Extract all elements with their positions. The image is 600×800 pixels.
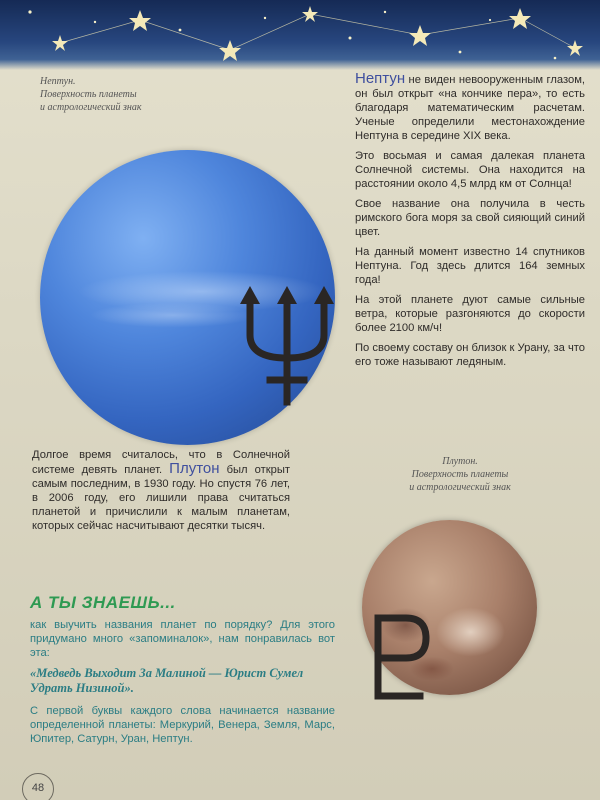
stars-decoration [0, 0, 600, 70]
paragraph-text: не виден невооруженным глазом, он был открыт «на кончике пера», то есть благодаря математическим расчетам. Ученые определили местонахождение Нептуна в середине XIX века. [355, 74, 585, 142]
neptune-caption [40, 75, 190, 114]
caption-line: Поверхность планеты [40, 89, 137, 100]
paragraph-text: Долгое время считалось, что в Солнечной системе девять планет. [32, 449, 290, 476]
caption-line: Плутон. [442, 456, 478, 467]
did-you-know-explanation: С первой буквы каждого слова начинается название определенной планеты: Меркурий, Венера, Земля, Марс, Юпитер, Сатурн, Уран, Нептун. [30, 705, 335, 745]
paragraph [32, 448, 290, 533]
starry-sky-banner [0, 0, 600, 70]
paragraph: На этой планете дуют самые сильные ветра, которые разгоняются до скорости более 2100 км/ч! [355, 294, 585, 334]
did-you-know-box [30, 593, 335, 752]
neptune-name: Нептун [355, 70, 406, 87]
neptune-description [355, 72, 585, 375]
star-icon [219, 40, 241, 61]
pluto-caption [390, 455, 530, 494]
caption-line: Поверхность планеты [411, 469, 509, 480]
caption-line: и астрологический знак [40, 102, 142, 113]
paragraph: Свое название она получила в честь римского бога моря за свой сияющий синий цвет. [355, 198, 585, 238]
did-you-know-question: как выучить названия планет по порядку? Для этого придумано много «запоминалок», нам понравилась вот эта: [30, 619, 335, 659]
caption-line: Нептун. [40, 76, 76, 87]
caption-line: и астрологический знак [409, 482, 511, 493]
did-you-know-title: А ТЫ ЗНАЕШЬ... [30, 593, 176, 612]
trident-icon [232, 280, 342, 410]
star-icon [409, 25, 431, 46]
pluto-description [32, 448, 290, 533]
page-number: 48 [22, 773, 54, 800]
pluto-name: Плутон [169, 460, 220, 477]
paragraph-text: был открыт самым последним, в 1930 году. Но спустя 76 лет, в 2006 году, его лишили права считаться планетой и причислили к малым планетам, которых сейчас насчитывают десятки тысяч. [32, 464, 290, 532]
pluto-pl-monogram-icon [368, 612, 438, 702]
paragraph: Это восьмая и самая далекая планета Солнечной системы. Она находится на расстоянии около 4,5 млрд км от Солнца! [355, 150, 585, 190]
star-icon [509, 8, 531, 29]
paragraph: На данный момент известно 14 спутников Нептуна. Год здесь длится 164 земных года! [355, 246, 585, 286]
paragraph [355, 72, 585, 143]
star-icon [129, 10, 151, 31]
paragraph: По своему составу он близок к Урану, за что его тоже называют ледяным. [355, 342, 585, 368]
planet-mnemonic: «Медведь Выходит За Малиной — Юрист Сумел Удрать Низиной». [30, 666, 304, 695]
